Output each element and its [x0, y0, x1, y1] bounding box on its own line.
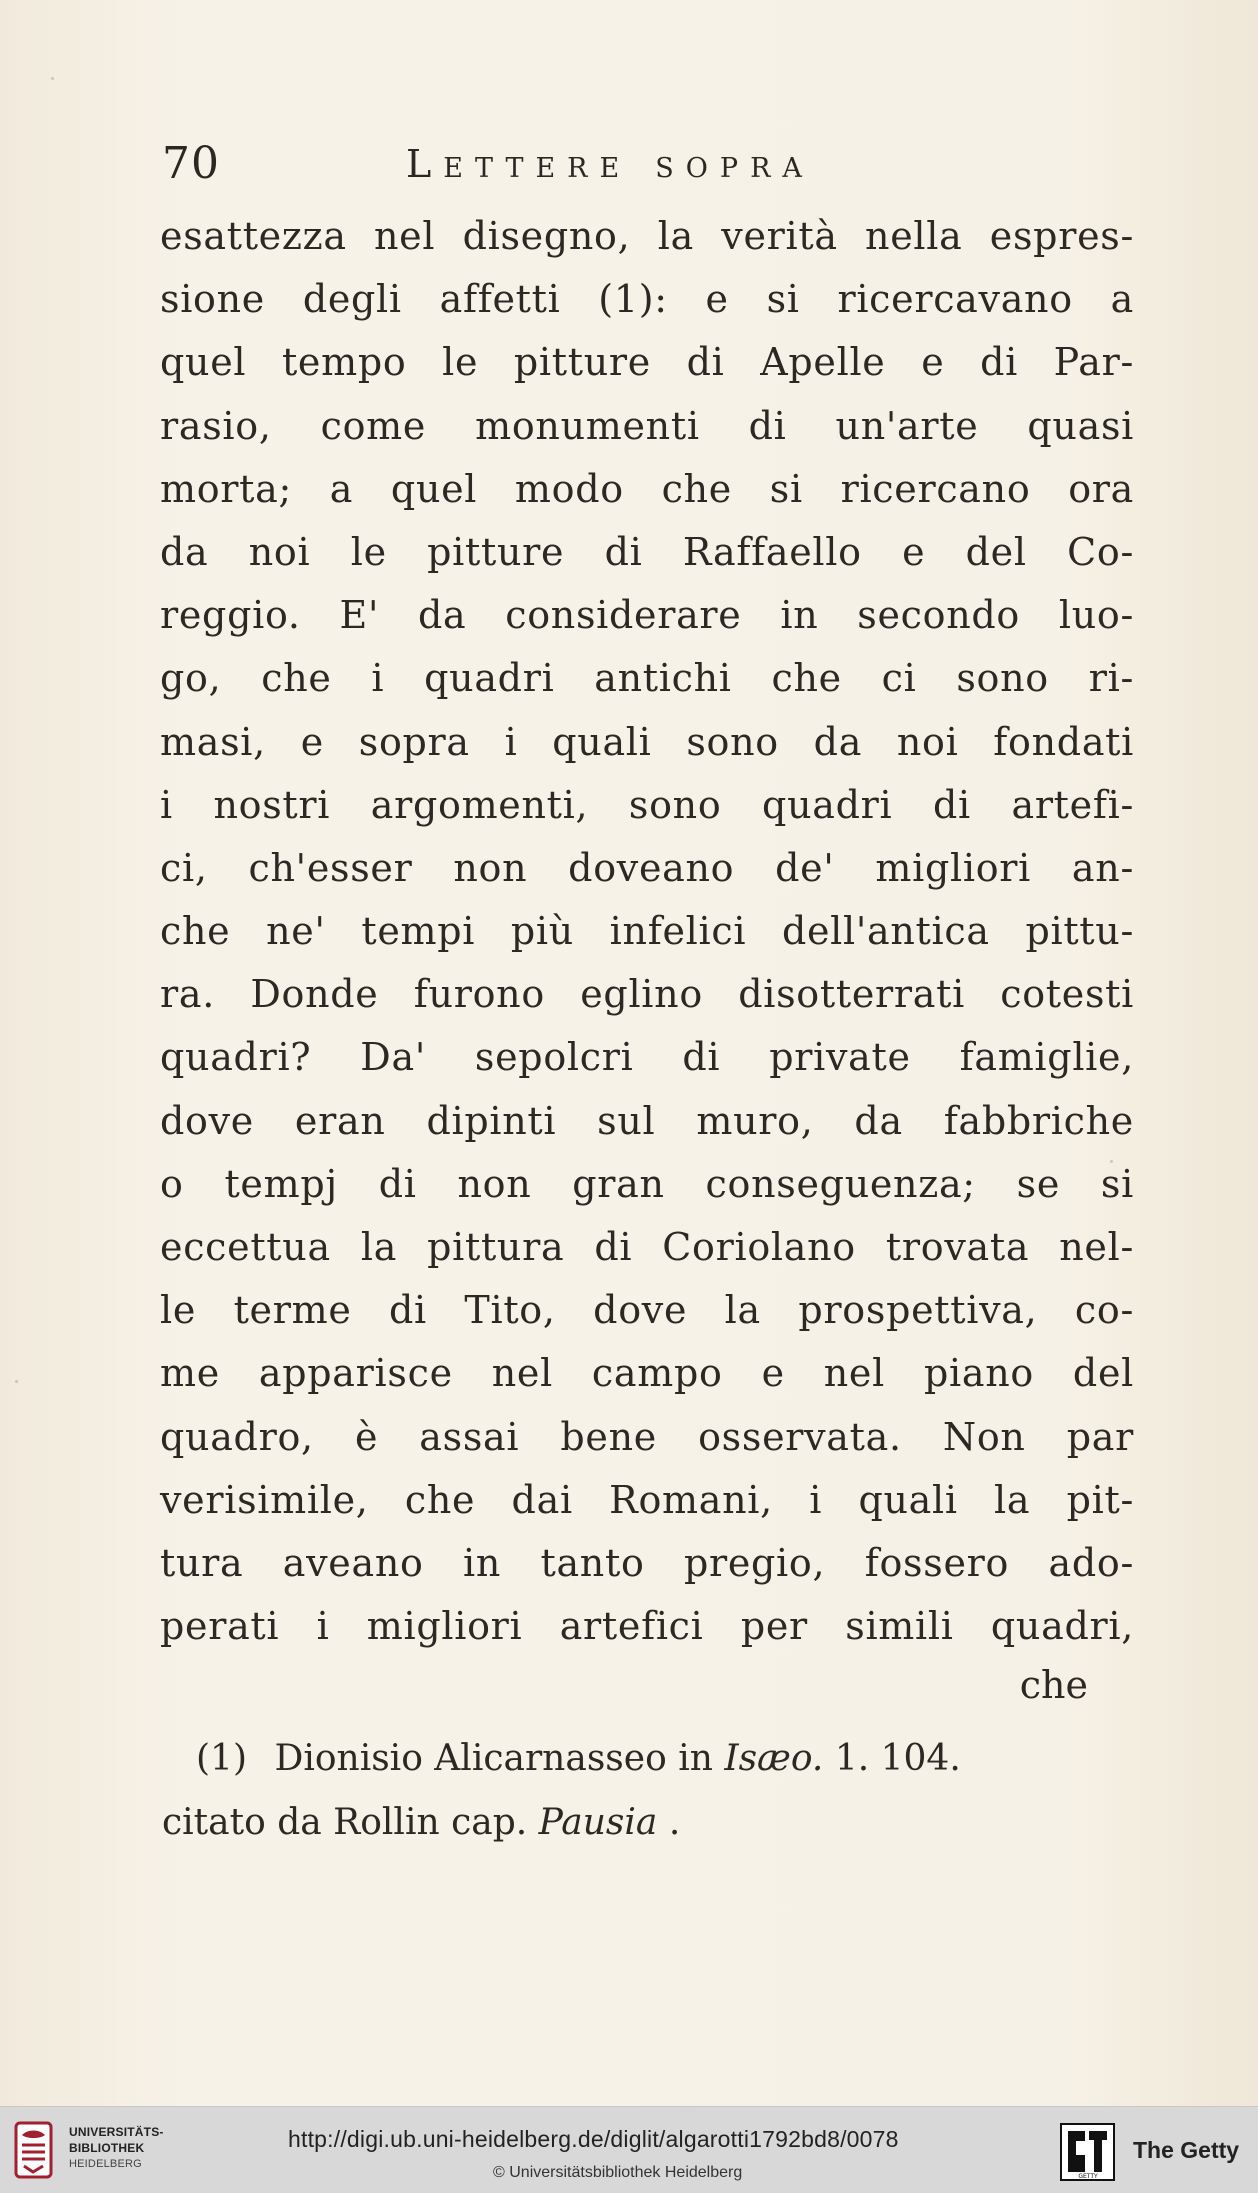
text-line: quadri? Da' sepolcri di private famiglie,: [160, 1035, 1134, 1080]
text-line: quel tempo le pitture di Apelle e di Par-: [160, 340, 1134, 385]
getty-logo-text: GETTY: [1078, 2173, 1098, 2180]
page-number: 70: [162, 138, 220, 189]
footnote-punctuation: .: [668, 1802, 681, 1843]
university-library-logo-icon: [12, 2121, 55, 2179]
text-line: le terme di Tito, dove la prospettiva, co-: [160, 1288, 1134, 1333]
paper-speck: [15, 1380, 18, 1383]
paper-speck: [51, 77, 54, 80]
text-line: quadro, è assai bene osservata. Non par: [160, 1414, 1134, 1459]
getty-label: The Getty: [1133, 2137, 1240, 2163]
text-line: verisimile, che dai Romani, i quali la pit-: [160, 1477, 1134, 1522]
library-location: HEIDELBERG: [69, 2158, 142, 2170]
text-line: eccettua la pittura di Coriolano trovata nel-: [160, 1225, 1134, 1269]
library-name: [69, 2124, 164, 2172]
source-url[interactable]: http://digi.ub.uni-heidelberg.de/diglit/algarotti1792bd8/0078: [288, 2126, 899, 2152]
running-title: Lettere sopra: [406, 142, 814, 186]
text-line: me apparisce nel campo e nel piano del: [160, 1351, 1134, 1396]
digital-library-footer: [0, 2106, 1258, 2193]
footnote-italic-title: Pausia: [538, 1802, 658, 1843]
footnote-line: [162, 1791, 1134, 1855]
text-line: esattezza nel disegno, la verità nella espres-: [160, 214, 1134, 258]
text-line: sione degli affetti (1): e si ricercavano a: [160, 277, 1134, 322]
footnote-marker: (1): [196, 1738, 247, 1779]
footnote-reference-number: 1. 104.: [834, 1738, 961, 1779]
text-line: dove eran dipinti sul muro, da fabbriche: [160, 1098, 1134, 1143]
library-name-line: UNIVERSITÄTS-: [69, 2125, 164, 2139]
text-line: reggio. E' da considerare in secondo luo-: [160, 593, 1134, 638]
text-line: che ne' tempi più infelici dell'antica pittu-: [160, 909, 1134, 954]
footnote-italic-title: Isæo.: [724, 1738, 824, 1779]
text-line: ra. Donde furono eglino disotterrati cotesti: [160, 972, 1134, 1017]
footnote: [162, 1727, 1134, 1855]
text-line: perati i migliori artefici per simili quadri,: [160, 1604, 1134, 1649]
footnote-line: [162, 1727, 1134, 1791]
catchword: che: [1019, 1663, 1088, 1707]
text-line: rasio, come monumenti di un'arte quasi: [160, 403, 1134, 448]
main-text-block: [160, 205, 1134, 1658]
text-line: ci, ch'esser non doveano de' migliori an-: [160, 845, 1134, 890]
text-line: da noi le pitture di Raffaello e del Co-: [160, 529, 1134, 574]
getty-logo-icon: [1060, 2123, 1115, 2181]
copyright-notice: © Universitätsbibliothek Heidelberg: [493, 2164, 743, 2181]
page-header: [162, 138, 1142, 196]
text-line: masi, e sopra i quali sono da noi fondati: [160, 719, 1134, 764]
text-line: morta; a quel modo che si ricercano ora: [160, 466, 1134, 511]
footnote-citation-text: Dionisio Alicarnasseo in: [274, 1738, 713, 1779]
library-name-line: BIBLIOTHEK: [69, 2141, 145, 2155]
text-line: o tempj di non gran conseguenza; se si: [160, 1161, 1134, 1206]
text-line: go, che i quadri antichi che ci sono ri-: [160, 656, 1134, 701]
text-line: tura aveano in tanto pregio, fossero ado-: [160, 1540, 1134, 1585]
text-line: i nostri argomenti, sono quadri di artefi-: [160, 782, 1134, 827]
footnote-citation-text: citato da Rollin cap.: [162, 1802, 528, 1843]
